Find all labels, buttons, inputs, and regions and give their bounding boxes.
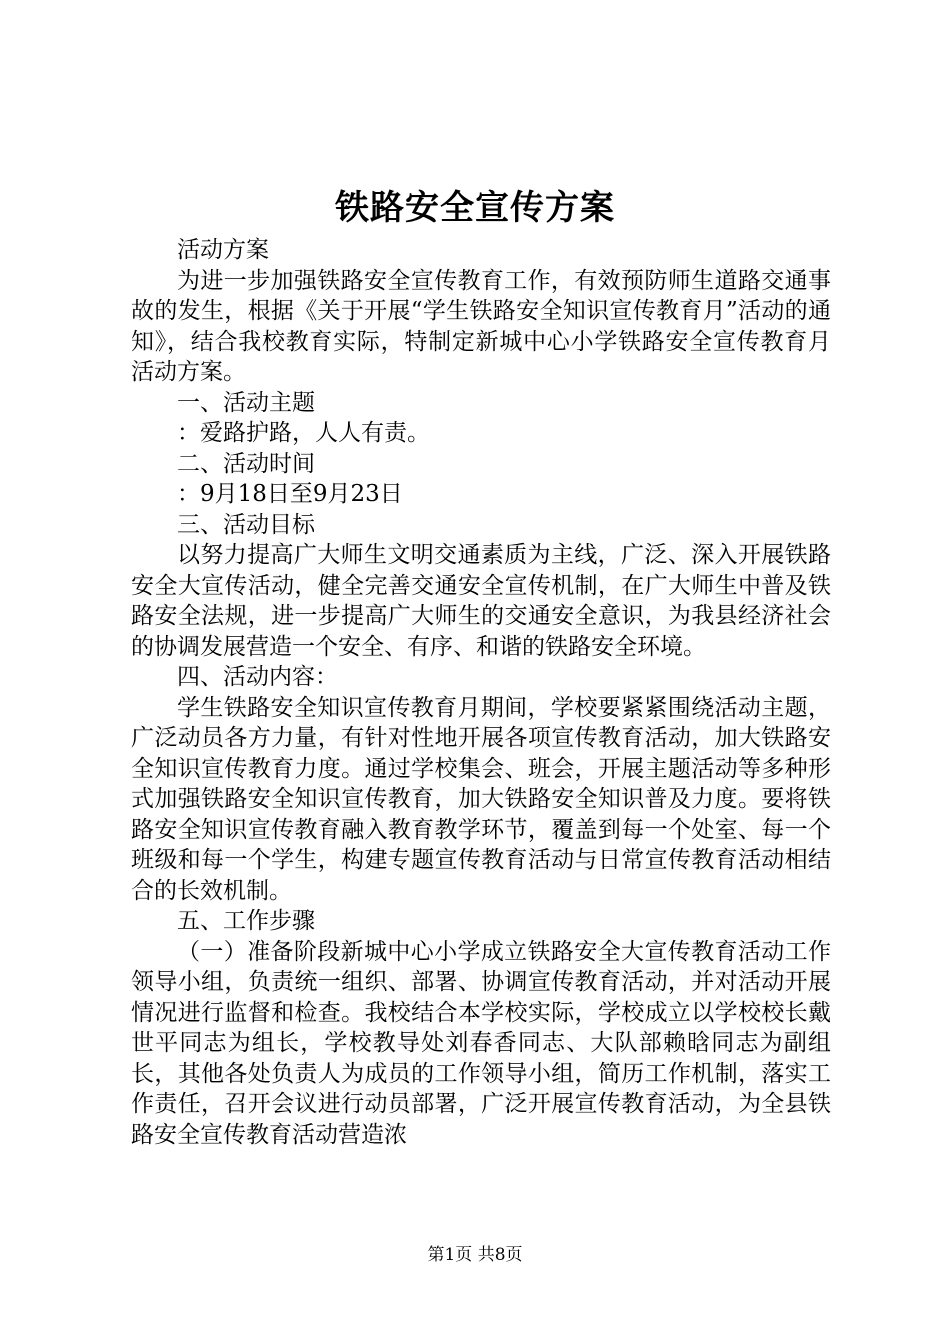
heading-activity-theme: 一、活动主题 [177, 389, 315, 416]
paragraph-intro: 为进一步加强铁路安全宣传教育工作，有效预防师生道路交通事故的发生，根据《关于开展“学生铁路安全知识宣传教育月”活动的通知》，结合我校教育实际，特制定新城中心小学铁路安全宣传教育月活动方案。 [131, 267, 831, 385]
paragraph-preparation-stage: （一）准备阶段新城中心小学成立铁路安全大宣传教育活动工作领导小组，负责统一组织、部署、协调宣传教育活动，并对活动开展情况进行监督和检查。我校结合本学校实际，学校成立以学校校长戴世平同志为组长，学校教导处刘春香同志、大队部赖晗同志为副组长，其他各处负责人为成员的工作领导小组，简历工作机制，落实工作责任，召开会议进行动员部署，广泛开展宣传教育活动，为全县铁路安全宣传教育活动营造浓 [131, 938, 831, 1148]
heading-activity-goal: 三、活动目标 [177, 511, 315, 538]
heading-work-steps: 五、工作步骤 [177, 908, 315, 934]
page-number: 第1页 共8页 [427, 1245, 523, 1265]
heading-activity-time: 二、活动时间 [177, 450, 315, 477]
paragraph-activity-time: ：9月18日至9月23日 [177, 481, 403, 507]
paragraph-activity-content: 学生铁路安全知识宣传教育月期间，学校要紧紧围绕活动主题，广泛动员各方力量，有针对性地开展各项宣传教育活动，加大铁路安全知识宣传教育力度。通过学校集会、班会，开展主题活动等多种形式加强铁路安全知识宣传教育，加大铁路安全知识普及力度。要将铁路安全知识宣传教育融入教育教学环节，覆盖到每一个处室、每一个班级和每一个学生，构建专题宣传教育活动与日常宣传教育活动相结合的长效机制。 [131, 694, 831, 904]
paragraph-activity-theme: ：爱路护路，人人有责。 [177, 420, 430, 446]
heading-activity-content: 四、活动内容： [177, 664, 338, 690]
paragraph-activity-plan: 活动方案 [177, 237, 269, 263]
paragraph-activity-goal: 以努力提高广大师生文明交通素质为主线，广泛、深入开展铁路安全大宣传活动，健全完善交通安全宣传机制，在广大师生中普及铁路安全法规，进一步提高广大师生的交通安全意识，为我县经济社会的协调发展营造一个安全、有序、和谐的铁路安全环境。 [131, 542, 831, 660]
document-body [131, 235, 831, 1150]
page-title: 铁路安全宣传方案 [335, 188, 615, 228]
